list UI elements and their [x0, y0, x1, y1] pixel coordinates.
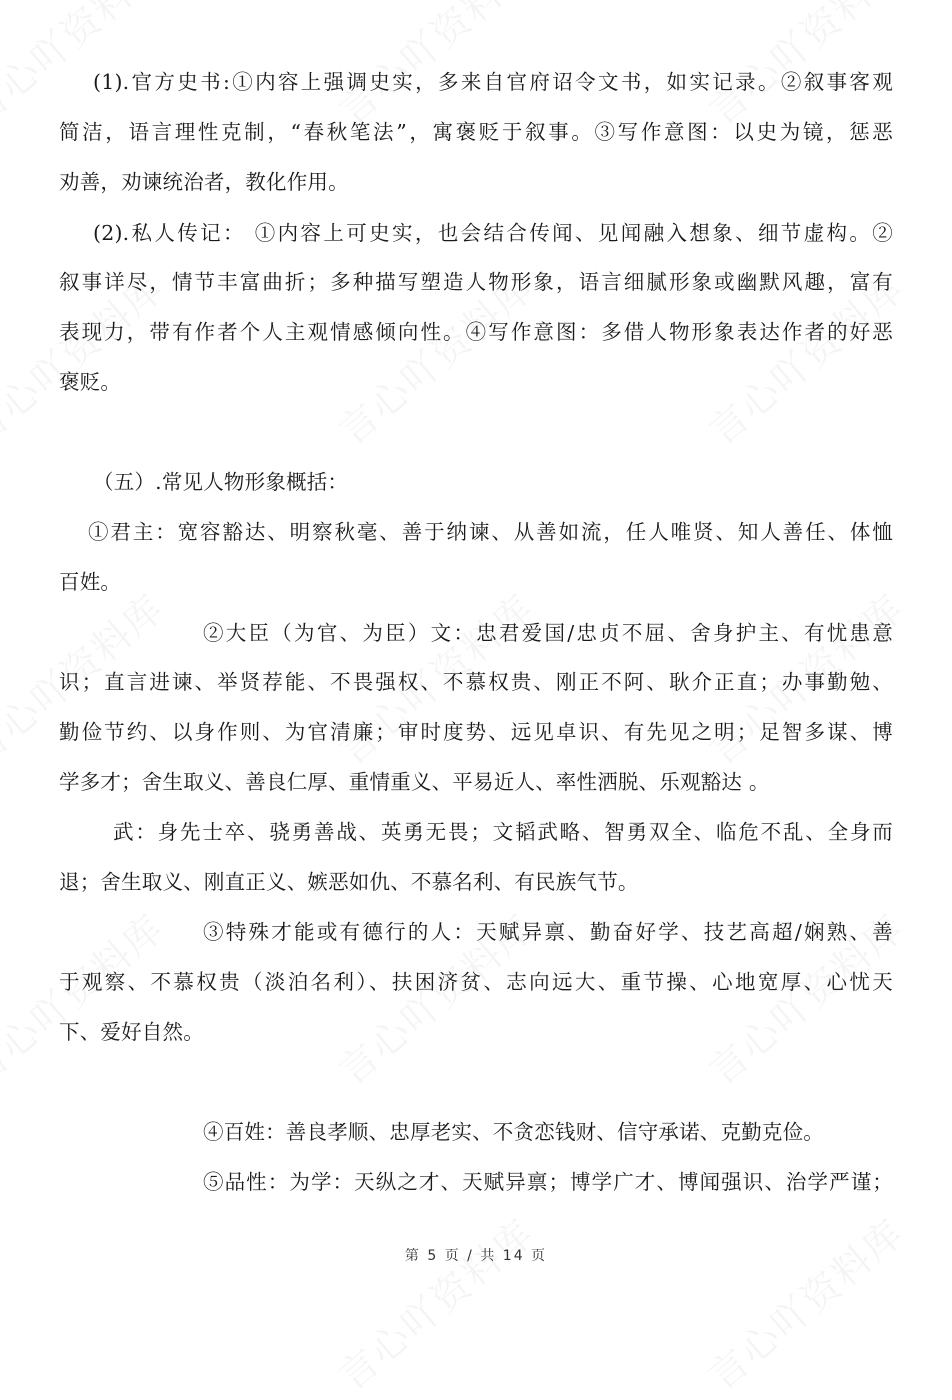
watermark: [0, 899, 174, 1095]
paragraph-character: ⑤品性：为学：天纵之才、天赋异禀；博学广才、博闻强识、治学严谨；: [203, 1170, 893, 1194]
text-line: 退；舍生取义、刚直正义、嫉恶如仇、不慕名利、有民族气节。: [59, 870, 639, 894]
watermark: [325, 1204, 544, 1400]
text-line: 勤俭节约、以身作则、为官清廉；审时度势、远见卓识、有先见之明；足智多谋、博: [59, 720, 893, 744]
paragraph-common-people: ④百姓：善良孝顺、忠厚老实、不贪恋钱财、信守承诺、克勤克俭。: [203, 1120, 824, 1144]
text-line: (2).私人传记： ①内容上可史实，也会结合传闻、见闻融入想象、细节虚构。②: [93, 221, 893, 245]
text-line: 褒贬。: [59, 370, 122, 394]
text-line: 百姓。: [59, 570, 122, 594]
text-line: 叙事详尽，情节丰富曲折；多种描写塑造人物形象，语言细腻形象或幽默风趣，富有: [59, 270, 893, 294]
text-line: ①君主：宽容豁达、明察秋毫、善于纳谏、从善如流，任人唯贤、知人善任、体恤: [88, 520, 893, 544]
text-line: 于观察、不慕权贵（淡泊名利）、扶困济贫、志向远大、重节操、心地宽厚、心忧天: [59, 970, 893, 994]
text-line: 识；直言进谏、举贤荐能、不畏强权、不慕权贵、刚正不阿、耿介正直；办事勤勉、: [59, 670, 893, 694]
text-line: 武：身先士卒、骁勇善战、英勇无畏；文韬武略、智勇双全、临危不乱、全身而: [113, 820, 893, 844]
text-line: 下、爱好自然。: [59, 1020, 204, 1044]
text-line: 学多才；舍生取义、善良仁厚、重情重义、平易近人、率性洒脱、乐观豁达 。: [59, 770, 770, 794]
text-line: (1).官方史书:①内容上强调史实，多来自官府诏令文书，如实记录。②叙事客观: [93, 70, 893, 94]
text-line: ②大臣（为官、为臣）文：忠君爱国/忠贞不屈、舍身护主、有忧患意: [203, 621, 893, 645]
text-line: ③特殊才能或有德行的人：天赋异禀、勤奋好学、技艺高超/娴熟、善: [203, 920, 893, 944]
section-heading: （五）.常见人物形象概括：: [93, 470, 349, 494]
text-line: 简洁，语言理性克制，“春秋笔法”，寓褒贬于叙事。③写作意图：以史为镜，惩恶: [59, 120, 893, 144]
page-number-footer: 第 5 页 / 共 14 页: [404, 1248, 548, 1264]
watermark: [695, 1204, 914, 1400]
text-line: 表现力，带有作者个人主观情感倾向性。④写作意图：多借人物形象表达作者的好恶: [59, 320, 893, 344]
text-line: 劝善，劝谏统治者，教化作用。: [59, 170, 349, 194]
